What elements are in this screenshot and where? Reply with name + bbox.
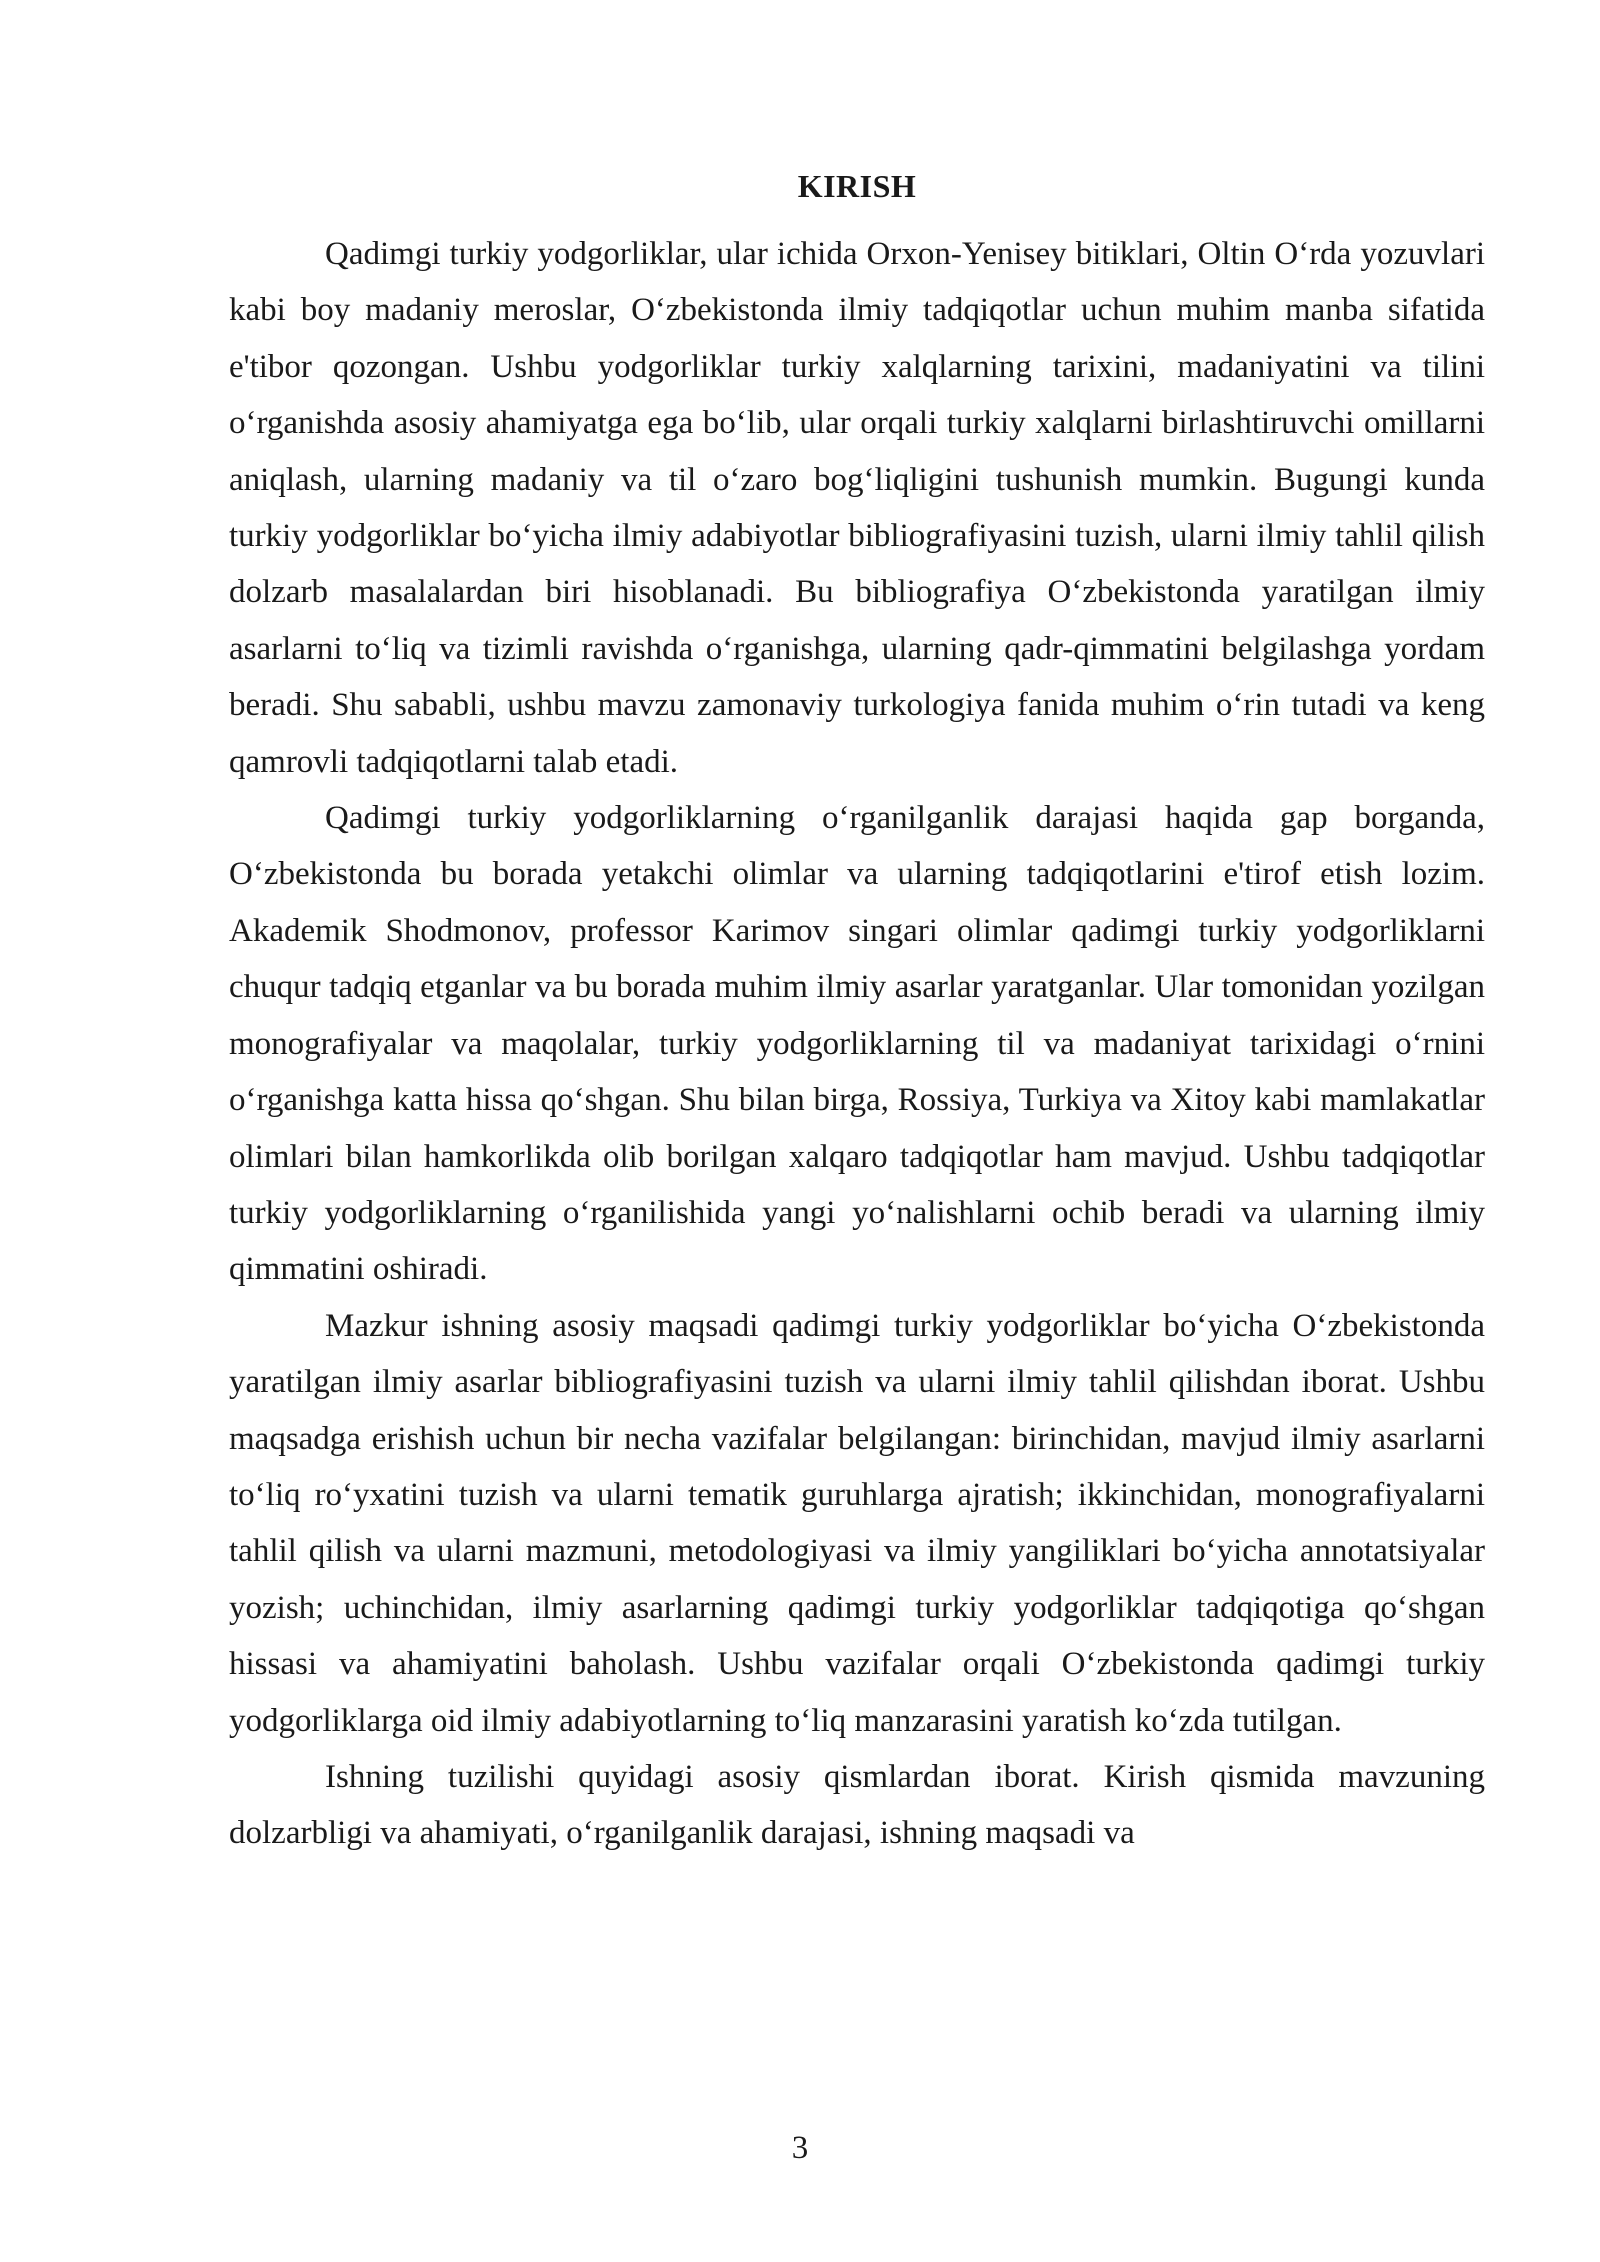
paragraph-1: Qadimgi turkiy yodgorliklar, ular ichida Orxon-Yenisey bitiklari, Oltin O‘rda yozuvlari kabi boy madaniy meroslar, O‘zbekistonda ilmiy tadqiqotlar uchun muhim manba sifatida e'tibor qozongan. Ushbu yodgorliklar turkiy xalqlarning tarixini, madaniyatini va tilini o‘rganishda asosiy ahamiyatga ega bo‘lib, ular orqali turkiy xalqlarni birlashtiruvchi omillarni aniqlash, ularning madaniy va til o‘zaro bog‘liqligini tushunish mumkin. Bugungi kunda turkiy yodgorliklar bo‘yicha ilmiy adabiyotlar bibliografiyasini tuzish, ularni ilmiy tahlil qilish dolzarb masalalardan biri hisoblanadi. Bu bibliografiya O‘zbekistonda yaratilgan ilmiy asarlarni to‘liq va tizimli ravishda o‘rganishga, ularning qadr-qimmatini belgilashga yordam beradi. Shu sababli, ushbu mavzu zamonaviy turkologiya fanida muhim o‘rin tutadi va keng qamrovli tadqiqotlarni talab etadi. [229, 236, 1485, 780]
paragraph-2: Qadimgi turkiy yodgorliklarning o‘rganilganlik darajasi haqida gap borganda, O‘zbekistonda bu borada yetakchi olimlar va ularning tadqiqotlarini e'tirof etish lozim. Akademik Shodmonov, professor Karimov singari olimlar qadimgi turkiy yodgorliklarni chuqur tadqiq etganlar va bu borada muhim ilmiy asarlar yaratganlar. Ular tomonidan yozilgan monografiyalar va maqolalar, turkiy yodgorliklarning til va madaniyat tarixidagi o‘rnini o‘rganishga katta hissa qo‘shgan. Shu bilan birga, Rossiya, Turkiya va Xitoy kabi mamlakatlar olimlari bilan hamkorlikda olib borilgan xalqaro tadqiqotlar ham mavjud. Ushbu tadqiqotlar turkiy yodgorliklarning o‘rganilishida yangi yo‘nalishlarni ochib beradi va ularning ilmiy qimmatini oshiradi. [229, 800, 1485, 1288]
page-number: 3 [791, 2130, 809, 2166]
paragraph-4: Ishning tuzilishi quyidagi asosiy qismlardan iborat. Kirish qismida mavzuning dolzarbligi va ahamiyati, o‘rganilganlik darajasi, ishning maqsadi va [229, 1758, 1485, 1852]
paragraph-3: Mazkur ishning asosiy maqsadi qadimgi turkiy yodgorliklar bo‘yicha O‘zbekistonda yaratilgan ilmiy asarlar bibliografiyasini tuzish va ularni ilmiy tahlil qilishdan iborat. Ushbu maqsadga erishish uchun bir necha vazifalar belgilangan: birinchidan, mavjud ilmiy asarlarni to‘liq ro‘yxatini tuzish va ularni tematik guruhlarga ajratish; ikkinchidan, monografiyalarni tahlil qilish va ularni mazmuni, metodologiyasi va ilmiy yangiliklari bo‘yicha annotatsiyalar yozish; uchinchidan, ilmiy asarlarning qadimgi turkiy yodgorliklar tadqiqotiga qo‘shgan hissasi va ahamiyatini baholash. Ushbu vazifalar orqali O‘zbekistonda qadimgi turkiy yodgorliklarga oid ilmiy adabiyotlarning to‘liq manzarasini yaratish ko‘zda tutilgan. [229, 1307, 1485, 1739]
page-title: KIRISH [797, 168, 917, 204]
document-body [229, 160, 1485, 1862]
